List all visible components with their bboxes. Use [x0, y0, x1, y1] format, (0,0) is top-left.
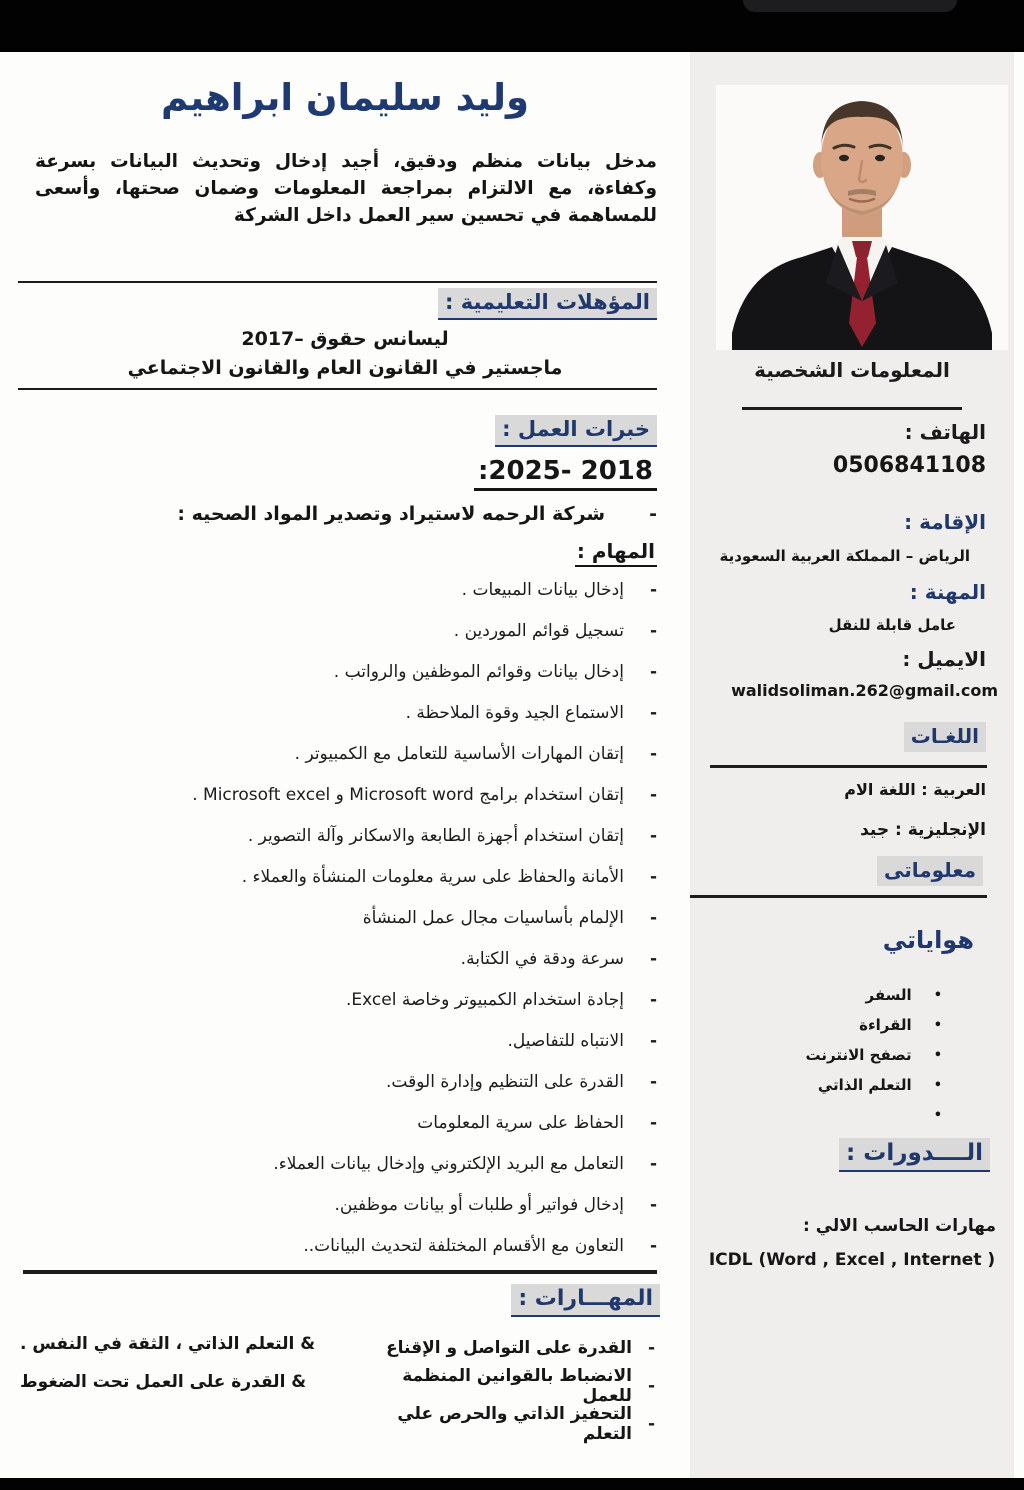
computer-skills-value: ICDL (Word , Excel , Internet ) — [708, 1250, 996, 1270]
profession-value: عامل قابلة للنقل — [828, 616, 956, 634]
task-text: إدخال بيانات وقوائم الموظفين والرواتب . — [333, 661, 624, 682]
hobby-item — [806, 1070, 942, 1100]
task-text: إدخال بيانات المبيعات . — [461, 579, 624, 600]
hobbies-heading: هواياتي — [882, 926, 974, 954]
dash-marker: - — [649, 1030, 657, 1051]
task-item — [35, 856, 657, 897]
residence-value: الرياض – المملكة العربية السعودية — [719, 547, 970, 565]
task-item — [35, 1143, 657, 1184]
task-item — [35, 1061, 657, 1102]
residence-label: الإقامة : — [904, 510, 986, 534]
name-title: وليد سليمان ابراهيم — [160, 76, 530, 119]
hobby-item — [806, 1100, 942, 1130]
task-item — [35, 979, 657, 1020]
task-text: إتقان استخدام أجهزة الطابعة والاسكانر وآلة التصوير . — [247, 825, 624, 846]
dash-marker: - — [649, 948, 657, 969]
task-text: التعاون مع الأقسام المختلفة لتحديث البيانات.. — [303, 1235, 624, 1256]
task-text: إدخال فواتير أو طلبات أو بيانات موظفين. — [334, 1194, 624, 1215]
education-degree-1: ليسانس حقوق –2017 — [241, 328, 449, 350]
bullet-icon: • — [933, 1047, 942, 1063]
task-text: إجادة استخدام الكمبيوتر وخاصة Excel. — [346, 989, 624, 1010]
section-skills-heading — [511, 1284, 660, 1317]
dash-marker: - — [647, 1337, 655, 1358]
computer-skills-label: مهارات الحاسب الالي : — [802, 1216, 996, 1236]
bullet-icon: • — [933, 1077, 942, 1093]
skill-text: الانضباط بالقوانين المنظمة للعمل — [402, 1365, 632, 1406]
task-text: التعامل مع البريد الإلكتروني وإدخال بيانات العملاء. — [273, 1153, 624, 1174]
cv-sidebar — [690, 52, 1014, 1478]
task-text: الأمانة والحفاظ على سرية معلومات المنشأة والعملاء . — [241, 866, 624, 887]
bullet-icon: • — [933, 987, 942, 1003]
skills-grid — [20, 1334, 655, 1444]
experience-heading-label: خبرات العمل : — [495, 415, 657, 447]
divider-line — [18, 281, 657, 283]
skill-item-secondary: & التعلم الذاتي ، الثقة في النفس . — [20, 1334, 316, 1354]
task-text: إتقان استخدام برامج Microsoft word و Microsoft excel . — [192, 784, 624, 805]
education-degree-2: ماجستير في القانون العام والقانون الاجتماعي — [127, 357, 563, 379]
task-item — [35, 815, 657, 856]
hobby-item — [806, 1010, 942, 1040]
divider-line-thick — [23, 1270, 657, 1274]
task-text: الحفاظ على سرية المعلومات — [417, 1112, 624, 1133]
email-value: walidsoliman.262@gmail.com — [731, 681, 998, 700]
dash-marker: - — [649, 907, 657, 928]
task-text: الإلمام بأساسيات مجال عمل المنشأة — [362, 907, 624, 928]
task-item — [35, 1102, 657, 1143]
dash-marker: - — [649, 702, 657, 723]
email-label: الايميل : — [902, 647, 986, 671]
dash-marker: - — [649, 1112, 657, 1133]
skill-item — [350, 1403, 655, 1444]
dash-marker: - — [649, 503, 657, 525]
skills-grid-spacer — [20, 1410, 332, 1437]
dash-marker: - — [649, 1194, 657, 1215]
tasks-list — [35, 569, 657, 1266]
task-item — [35, 692, 657, 733]
personal-info-heading: المعلومات الشخصية — [754, 358, 950, 382]
tasks-heading: المهام : — [575, 539, 657, 567]
section-education-heading — [438, 288, 657, 320]
task-item — [35, 774, 657, 815]
hobby-item — [806, 980, 942, 1010]
language-english: الإنجليزية : جيد — [860, 820, 986, 840]
hobby-item — [806, 1040, 942, 1070]
cv-main-column — [0, 52, 690, 1478]
task-text: الاستماع الجيد وقوة الملاحظة . — [405, 702, 624, 723]
skill-text: القدرة على التواصل و الإقناع — [386, 1337, 632, 1358]
hobby-text: السفر — [865, 986, 912, 1004]
hobby-text: القراءة — [859, 1016, 912, 1034]
courses-heading — [839, 1138, 990, 1172]
task-item — [35, 1225, 657, 1266]
task-item — [35, 1184, 657, 1225]
education-heading-label: المؤهلات التعليمية : — [438, 288, 657, 320]
bullet-icon: • — [933, 1017, 942, 1033]
summary-text: مدخل بيانات منظم ودقيق، أجيد إدخال وتحديث البيانات بسرعة وكفاءة، مع الالتزام بمراجعة المعلومات وضمان صحتها، وأسعى للمساهمة في تحسين سير العمل داخل الشركة — [35, 151, 657, 226]
hobby-text: تصفح الانترنت — [805, 1046, 912, 1064]
info-heading-label: معلوماتى — [877, 856, 983, 886]
phone-notch — [743, 0, 957, 12]
task-item — [35, 610, 657, 651]
divider-line — [742, 407, 962, 410]
status-bar-top — [0, 0, 1024, 52]
languages-heading-label: اللغـات — [904, 722, 986, 752]
dash-marker: - — [649, 743, 657, 764]
dash-marker: - — [649, 661, 657, 682]
task-text: الانتباه للتفاصيل. — [507, 1030, 624, 1051]
info-heading — [877, 856, 983, 886]
divider-line — [690, 895, 987, 898]
task-item — [35, 569, 657, 610]
dash-marker: - — [649, 1235, 657, 1256]
dash-marker: - — [649, 825, 657, 846]
language-arabic: العربية : اللغة الام — [844, 780, 986, 799]
phone-label: الهاتف : — [904, 420, 986, 444]
skills-heading-label: المهـــارات : — [511, 1284, 660, 1317]
dash-marker: - — [647, 1413, 655, 1434]
dash-marker: - — [647, 1375, 655, 1396]
status-bar-bottom — [0, 1478, 1024, 1490]
dash-marker: - — [649, 784, 657, 805]
profession-label: المهنة : — [909, 580, 986, 604]
skill-text: التحفيز الذاتي والحرص علي التعلم — [397, 1403, 632, 1444]
dash-marker: - — [649, 579, 657, 600]
courses-heading-label: الــــدورات : — [839, 1138, 990, 1172]
dash-marker: - — [649, 620, 657, 641]
task-text: تسجيل قوائم الموردين . — [453, 620, 624, 641]
task-item — [35, 1020, 657, 1061]
languages-heading — [904, 722, 986, 752]
task-item — [35, 733, 657, 774]
task-item — [35, 938, 657, 979]
dash-marker: - — [649, 866, 657, 887]
task-text: سرعة ودقة في الكتابة. — [460, 948, 624, 969]
experience-company-name: شركة الرحمه لاستيراد وتصدير المواد الصحيه : — [177, 503, 606, 525]
task-text: القدرة على التنظيم وإدارة الوقت. — [386, 1071, 624, 1092]
task-item — [35, 651, 657, 692]
divider-line — [18, 388, 657, 390]
divider-line — [710, 765, 987, 768]
dash-marker: - — [649, 1071, 657, 1092]
task-text: إتقان المهارات الأساسية للتعامل مع الكمبيوتر . — [294, 743, 624, 764]
skill-item — [350, 1365, 655, 1406]
section-experience-heading — [495, 415, 657, 447]
experience-company-row — [177, 503, 657, 525]
hobby-text: التعلم الذاتي — [817, 1076, 912, 1094]
skill-item — [350, 1334, 655, 1361]
hobbies-list — [806, 980, 942, 1130]
skill-item-secondary: & القدرة على العمل تحت الضغوط — [20, 1372, 307, 1392]
portrait-illustration — [716, 85, 1008, 350]
profile-photo — [716, 85, 1008, 350]
task-item — [35, 897, 657, 938]
dash-marker: - — [649, 989, 657, 1010]
dash-marker: - — [649, 1153, 657, 1174]
bullet-icon: • — [933, 1107, 942, 1123]
cv-document — [0, 52, 1024, 1478]
phone-number: 0506841108 — [832, 453, 986, 478]
experience-period: 2018 -2025: — [474, 456, 657, 491]
